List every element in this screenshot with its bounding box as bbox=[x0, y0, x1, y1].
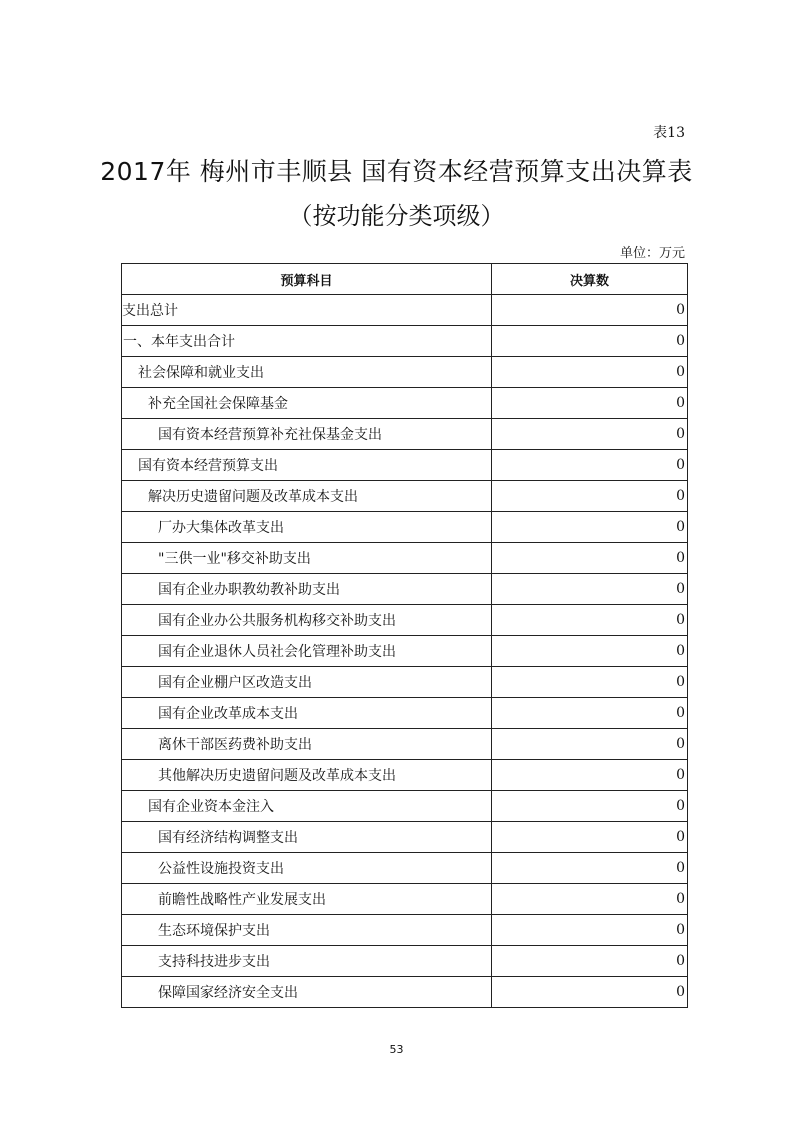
table-row bbox=[122, 791, 688, 822]
table-row bbox=[122, 915, 688, 946]
row-subject: 国有企业资本金注入 bbox=[122, 791, 492, 822]
row-subject: 生态环境保护支出 bbox=[122, 915, 492, 946]
table-row bbox=[122, 543, 688, 574]
row-amount: 0 bbox=[492, 946, 688, 977]
row-subject: 公益性设施投资支出 bbox=[122, 853, 492, 884]
row-amount: 0 bbox=[492, 450, 688, 481]
row-subject: 国有企业办公共服务机构移交补助支出 bbox=[122, 605, 492, 636]
row-amount: 0 bbox=[492, 915, 688, 946]
table-row bbox=[122, 295, 688, 326]
row-amount: 0 bbox=[492, 605, 688, 636]
table-row bbox=[122, 388, 688, 419]
page-number: 53 bbox=[389, 1043, 404, 1056]
row-subject: 国有企业退休人员社会化管理补助支出 bbox=[122, 636, 492, 667]
unit-label: 单位：万元 bbox=[619, 246, 685, 261]
row-amount: 0 bbox=[492, 977, 688, 1008]
table-row bbox=[122, 605, 688, 636]
row-amount: 0 bbox=[492, 760, 688, 791]
row-subject: 一、本年支出合计 bbox=[122, 326, 492, 357]
page-subtitle: （按功能分类项级） bbox=[288, 202, 505, 230]
row-subject: 解决历史遗留问题及改革成本支出 bbox=[122, 481, 492, 512]
table-row bbox=[122, 419, 688, 450]
table-row bbox=[122, 822, 688, 853]
budget-table bbox=[121, 263, 688, 1008]
table-row bbox=[122, 636, 688, 667]
row-subject: 前瞻性战略性产业发展支出 bbox=[122, 884, 492, 915]
table-row bbox=[122, 574, 688, 605]
row-amount: 0 bbox=[492, 884, 688, 915]
row-amount: 0 bbox=[492, 822, 688, 853]
row-subject: 国有企业棚户区改造支出 bbox=[122, 667, 492, 698]
row-amount: 0 bbox=[492, 853, 688, 884]
table-row bbox=[122, 481, 688, 512]
row-subject: 离休干部医药费补助支出 bbox=[122, 729, 492, 760]
row-amount: 0 bbox=[492, 636, 688, 667]
table-row bbox=[122, 884, 688, 915]
row-subject: 其他解决历史遗留问题及改革成本支出 bbox=[122, 760, 492, 791]
page-title: 2017年 梅州市丰顺县 国有资本经营预算支出决算表 bbox=[100, 157, 693, 186]
table-row bbox=[122, 357, 688, 388]
row-amount: 0 bbox=[492, 295, 688, 326]
table-header-row bbox=[122, 264, 688, 295]
row-subject: 支出总计 bbox=[122, 295, 492, 326]
table-row bbox=[122, 667, 688, 698]
table-row bbox=[122, 698, 688, 729]
row-subject: 国有资本经营预算补充社保基金支出 bbox=[122, 419, 492, 450]
row-amount: 0 bbox=[492, 574, 688, 605]
row-amount: 0 bbox=[492, 419, 688, 450]
row-amount: 0 bbox=[492, 543, 688, 574]
row-amount: 0 bbox=[492, 357, 688, 388]
header-final-amount: 决算数 bbox=[492, 264, 688, 295]
row-amount: 0 bbox=[492, 791, 688, 822]
table-row bbox=[122, 326, 688, 357]
row-subject: 国有经济结构调整支出 bbox=[122, 822, 492, 853]
row-amount: 0 bbox=[492, 481, 688, 512]
row-subject: 支持科技进步支出 bbox=[122, 946, 492, 977]
row-subject: 补充全国社会保障基金 bbox=[122, 388, 492, 419]
header-budget-subject: 预算科目 bbox=[122, 264, 492, 295]
table-row bbox=[122, 977, 688, 1008]
row-amount: 0 bbox=[492, 388, 688, 419]
row-amount: 0 bbox=[492, 729, 688, 760]
table-row bbox=[122, 760, 688, 791]
row-amount: 0 bbox=[492, 667, 688, 698]
row-subject: "三供一业"移交补助支出 bbox=[122, 543, 492, 574]
table-row bbox=[122, 450, 688, 481]
table-row bbox=[122, 512, 688, 543]
row-subject: 国有资本经营预算支出 bbox=[122, 450, 492, 481]
row-subject: 社会保障和就业支出 bbox=[122, 357, 492, 388]
row-subject: 保障国家经济安全支出 bbox=[122, 977, 492, 1008]
table-row bbox=[122, 946, 688, 977]
row-subject: 国有企业改革成本支出 bbox=[122, 698, 492, 729]
table-body bbox=[122, 295, 688, 1008]
row-subject: 厂办大集体改革支出 bbox=[122, 512, 492, 543]
row-amount: 0 bbox=[492, 698, 688, 729]
row-amount: 0 bbox=[492, 512, 688, 543]
row-amount: 0 bbox=[492, 326, 688, 357]
table-row bbox=[122, 729, 688, 760]
row-subject: 国有企业办职教幼教补助支出 bbox=[122, 574, 492, 605]
table-number: 表13 bbox=[653, 125, 685, 141]
table-row bbox=[122, 853, 688, 884]
